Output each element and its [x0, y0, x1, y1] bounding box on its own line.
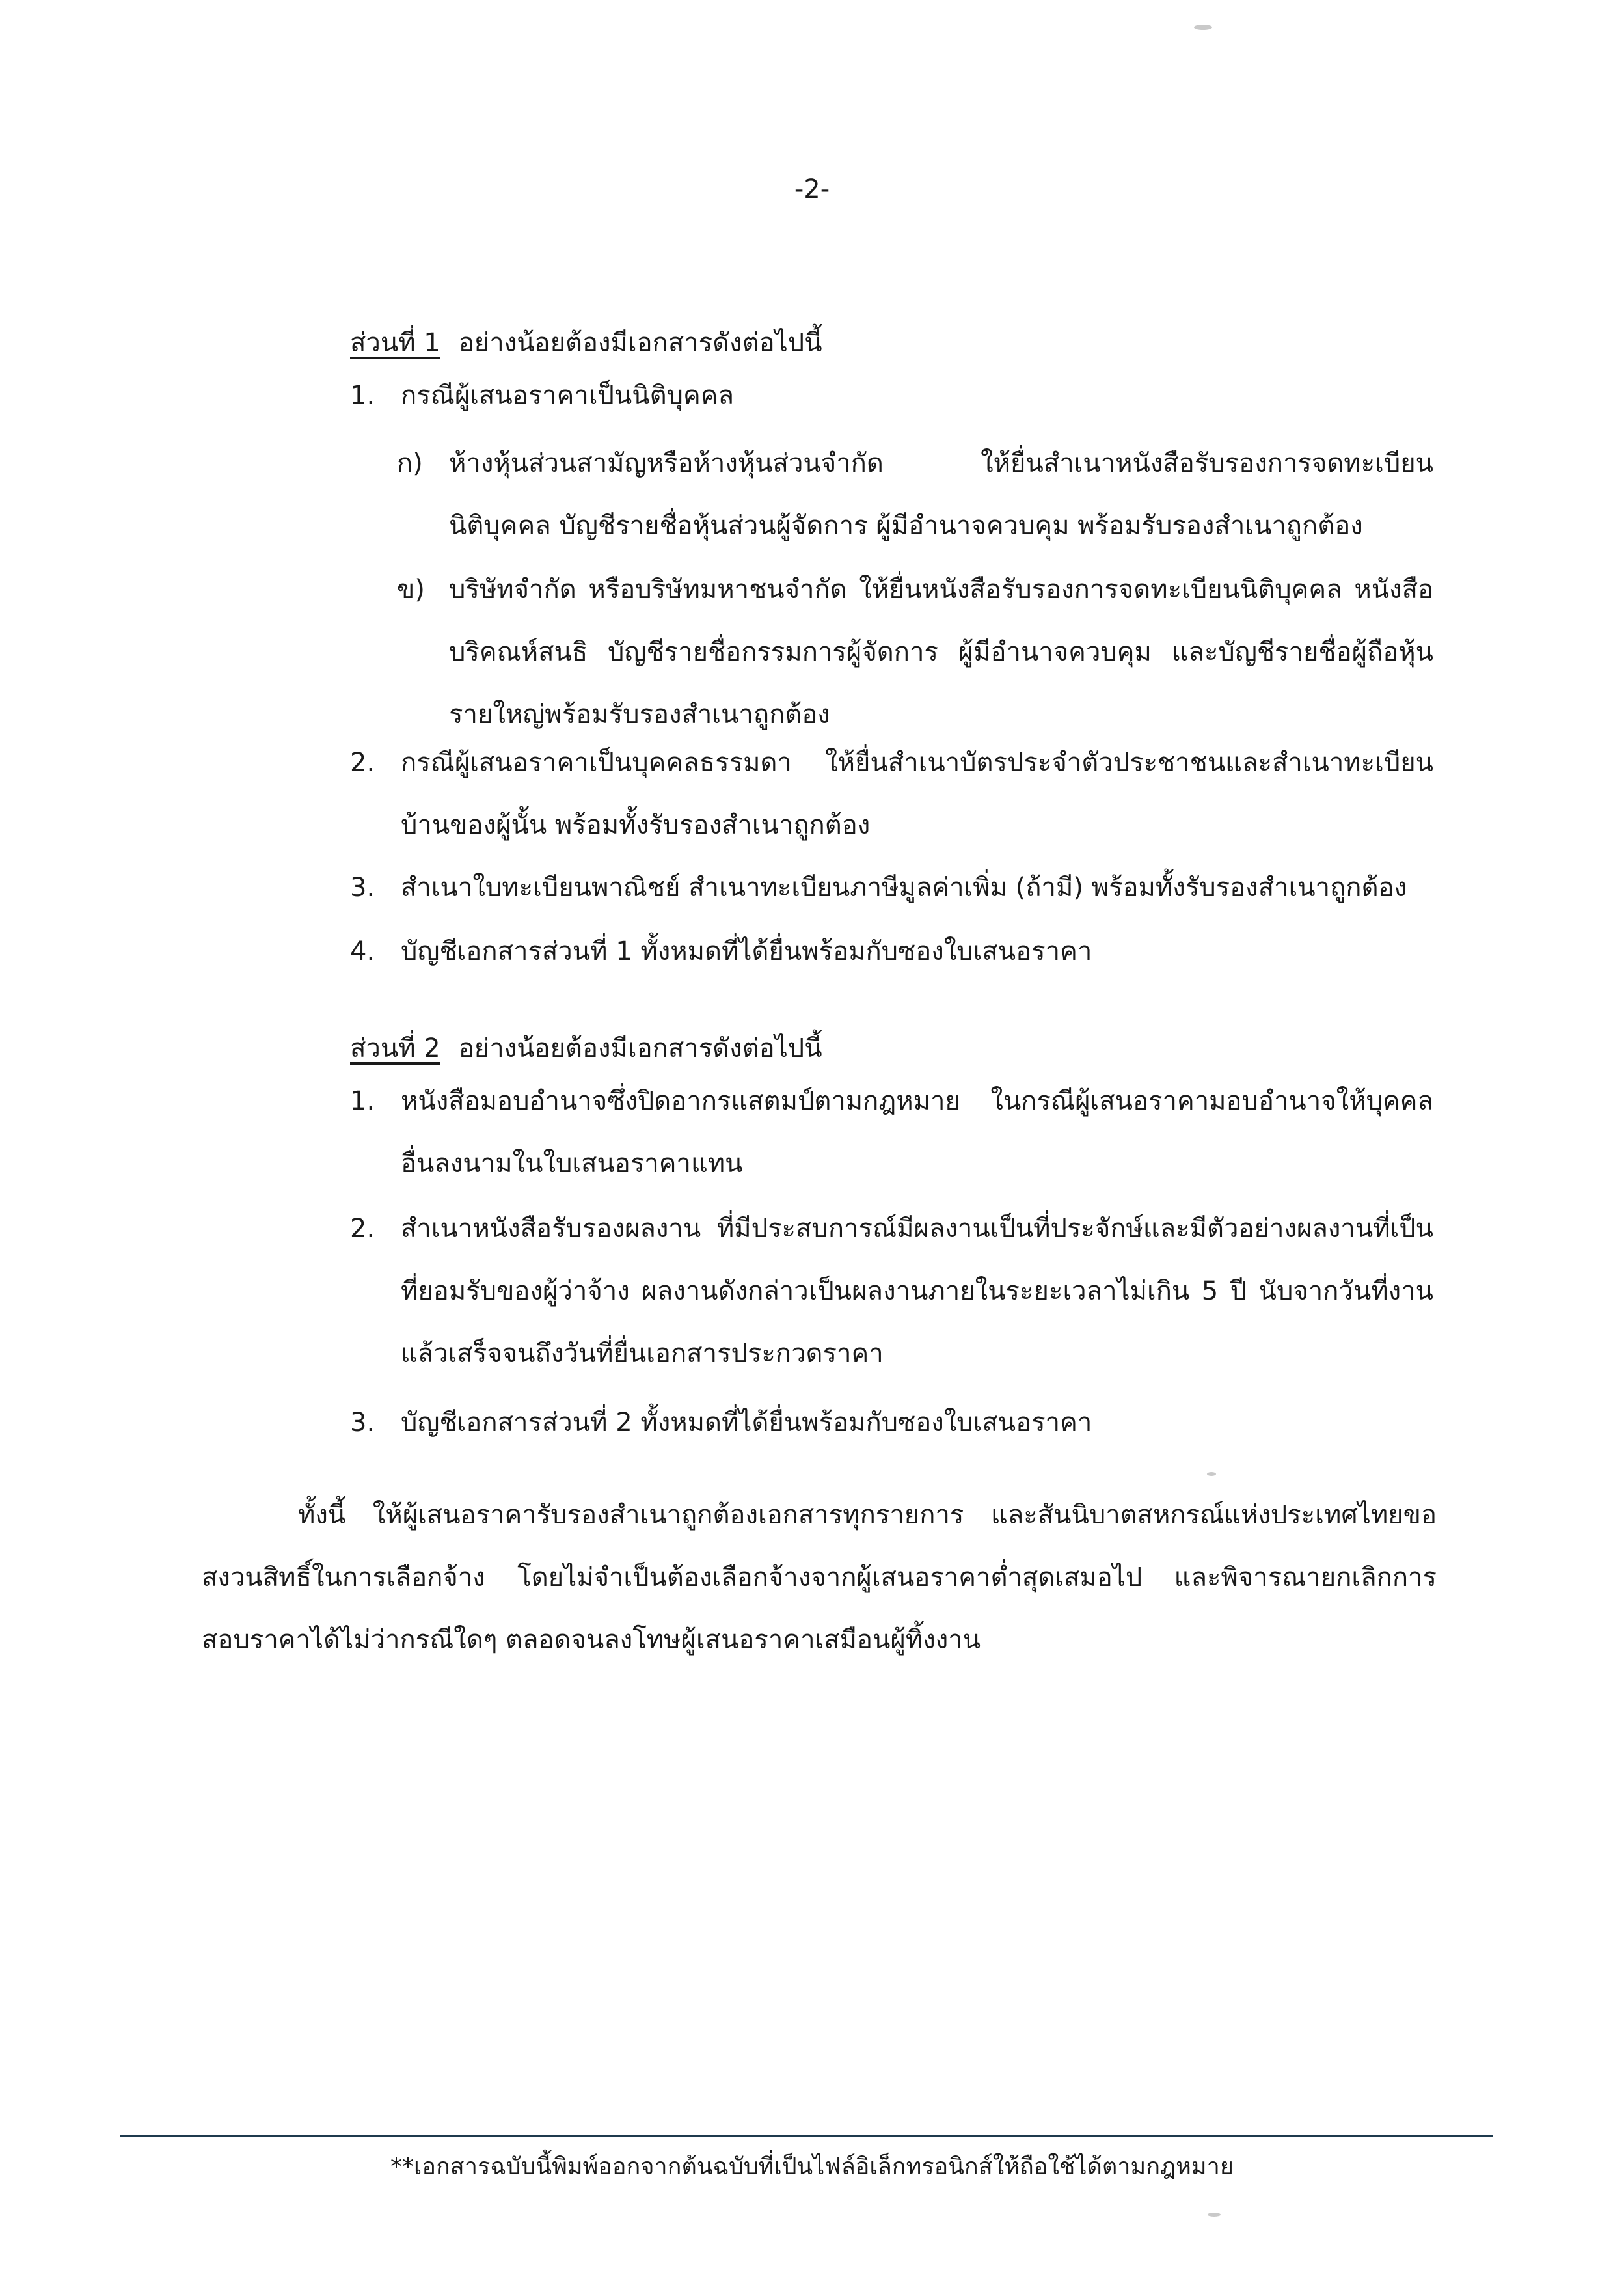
list-item-text: บัญชีเอกสารส่วนที่ 2 ทั้งหมดที่ได้ยื่นพร้อมกับซองใบเสนอราคา — [401, 1408, 1092, 1438]
footer-note: **เอกสารฉบับนี้พิมพ์ออกจากต้นฉบับที่เป็นไฟล์อิเล็กทรอนิกส์ให้ถือใช้ได้ตามกฎหมาย — [390, 2153, 1234, 2180]
list-item-text: สำเนาหนังสือรับรองผลงาน ที่มีประสบการณ์มีผลงานเป็นที่ประจักษ์และมีตัวอย่างผลงานที่เป็นที่ยอมรับของผู้ว่าจ้าง ผลงานดังกล่าวเป็นผลงานภายในระยะเวลาไม่เกิน 5 ปี นับจากวันที่งานแล้วเสร็จจนถึงวันที่ยื่นเอกสารประกวดราคา — [401, 1214, 1433, 1369]
section1-item-3 — [350, 856, 1433, 919]
list-item-text: บัญชีเอกสารส่วนที่ 1 ทั้งหมดที่ได้ยื่นพร้อมกับซองใบเสนอราคา — [401, 936, 1092, 966]
footer-rule — [120, 2135, 1493, 2137]
list-item-text: หนังสือมอบอำนาจซึ่งปิดอากรแสตมป์ตามกฎหมาย ในกรณีผู้เสนอราคามอบอำนาจให้บุคคลอื่นลงนามในใบเสนอราคาแทน — [401, 1086, 1433, 1179]
list-item-text: ห้างหุ้นส่วนสามัญหรือห้างหุ้นส่วนจำกัด ให้ยื่นสำเนาหนังสือรับรองการจดทะเบียนนิติบุคคล บัญชีรายชื่อหุ้นส่วนผู้จัดการ ผู้มีอำนาจควบคุม พร้อมรับรองสำเนาถูกต้อง — [449, 448, 1433, 541]
section2-item-3 — [350, 1391, 1433, 1454]
section1-item-1 — [350, 364, 1433, 427]
section1-item-1a — [397, 432, 1433, 557]
list-number: ข) — [397, 575, 425, 605]
section2-heading-label: ส่วนที่ 2 — [350, 1033, 440, 1063]
section1-item-1b — [397, 558, 1433, 746]
scan-speck — [1194, 25, 1212, 30]
section1-heading — [350, 321, 822, 363]
closing-paragraph: ทั้งนี้ ให้ผู้เสนอราคารับรองสำเนาถูกต้องเอกสารทุกรายการ และสันนิบาตสหกรณ์แห่งประเทศไทยขอสงวนสิทธิ์ในการเลือกจ้าง โดยไม่จำเป็นต้องเลือกจ้างจากผู้เสนอราคาต่ำสุดเสมอไป และพิจารณายกเลิกการสอบราคาได้ไม่ว่ากรณีใดๆ ตลอดจนลงโทษผู้เสนอราคาเสมือนผู้ทิ้งงาน — [202, 1500, 1437, 1655]
section2-heading — [350, 1027, 822, 1069]
section1-item-4 — [350, 920, 1433, 983]
list-item-text: บริษัทจำกัด หรือบริษัทมหาชนจำกัด ให้ยื่นหนังสือรับรองการจดทะเบียนนิติบุคคล หนังสือบริคณห์สนธิ บัญชีรายชื่อกรรมการผู้จัดการ ผู้มีอำนาจควบคุม และบัญชีรายชื่อผู้ถือหุ้น รายใหญ่พร้อมรับรองสำเนาถูกต้อง — [449, 575, 1433, 730]
list-number: 3. — [350, 1408, 375, 1438]
list-number: 2. — [350, 748, 375, 778]
section1-heading-text: อย่างน้อยต้องมีเอกสารดังต่อไปนี้ — [458, 328, 822, 358]
list-number: 4. — [350, 936, 375, 966]
list-number: 1. — [350, 381, 375, 411]
section1-heading-label: ส่วนที่ 1 — [350, 328, 440, 358]
page-number: -2- — [794, 174, 830, 204]
list-item-text: กรณีผู้เสนอราคาเป็นบุคคลธรรมดา ให้ยื่นสำเนาบัตรประจำตัวประชาชนและสำเนาทะเบียนบ้านของผู้นั้น พร้อมทั้งรับรองสำเนาถูกต้อง — [401, 748, 1433, 840]
section2-item-1 — [350, 1070, 1433, 1195]
list-item-text: สำเนาใบทะเบียนพาณิชย์ สำเนาทะเบียนภาษีมูลค่าเพิ่ม (ถ้ามี) พร้อมทั้งรับรองสำเนาถูกต้อง — [401, 873, 1407, 903]
section1-item-2 — [350, 731, 1433, 856]
list-number: 3. — [350, 873, 375, 903]
list-number: 1. — [350, 1086, 375, 1116]
list-number: 2. — [350, 1214, 375, 1244]
section2-heading-text: อย่างน้อยต้องมีเอกสารดังต่อไปนี้ — [458, 1033, 822, 1063]
list-item-text: กรณีผู้เสนอราคาเป็นนิติบุคคล — [401, 381, 735, 411]
scan-speck — [1208, 2213, 1221, 2217]
list-number: ก) — [397, 448, 423, 478]
section2-item-2 — [350, 1197, 1433, 1385]
scan-speck — [1207, 1472, 1216, 1476]
